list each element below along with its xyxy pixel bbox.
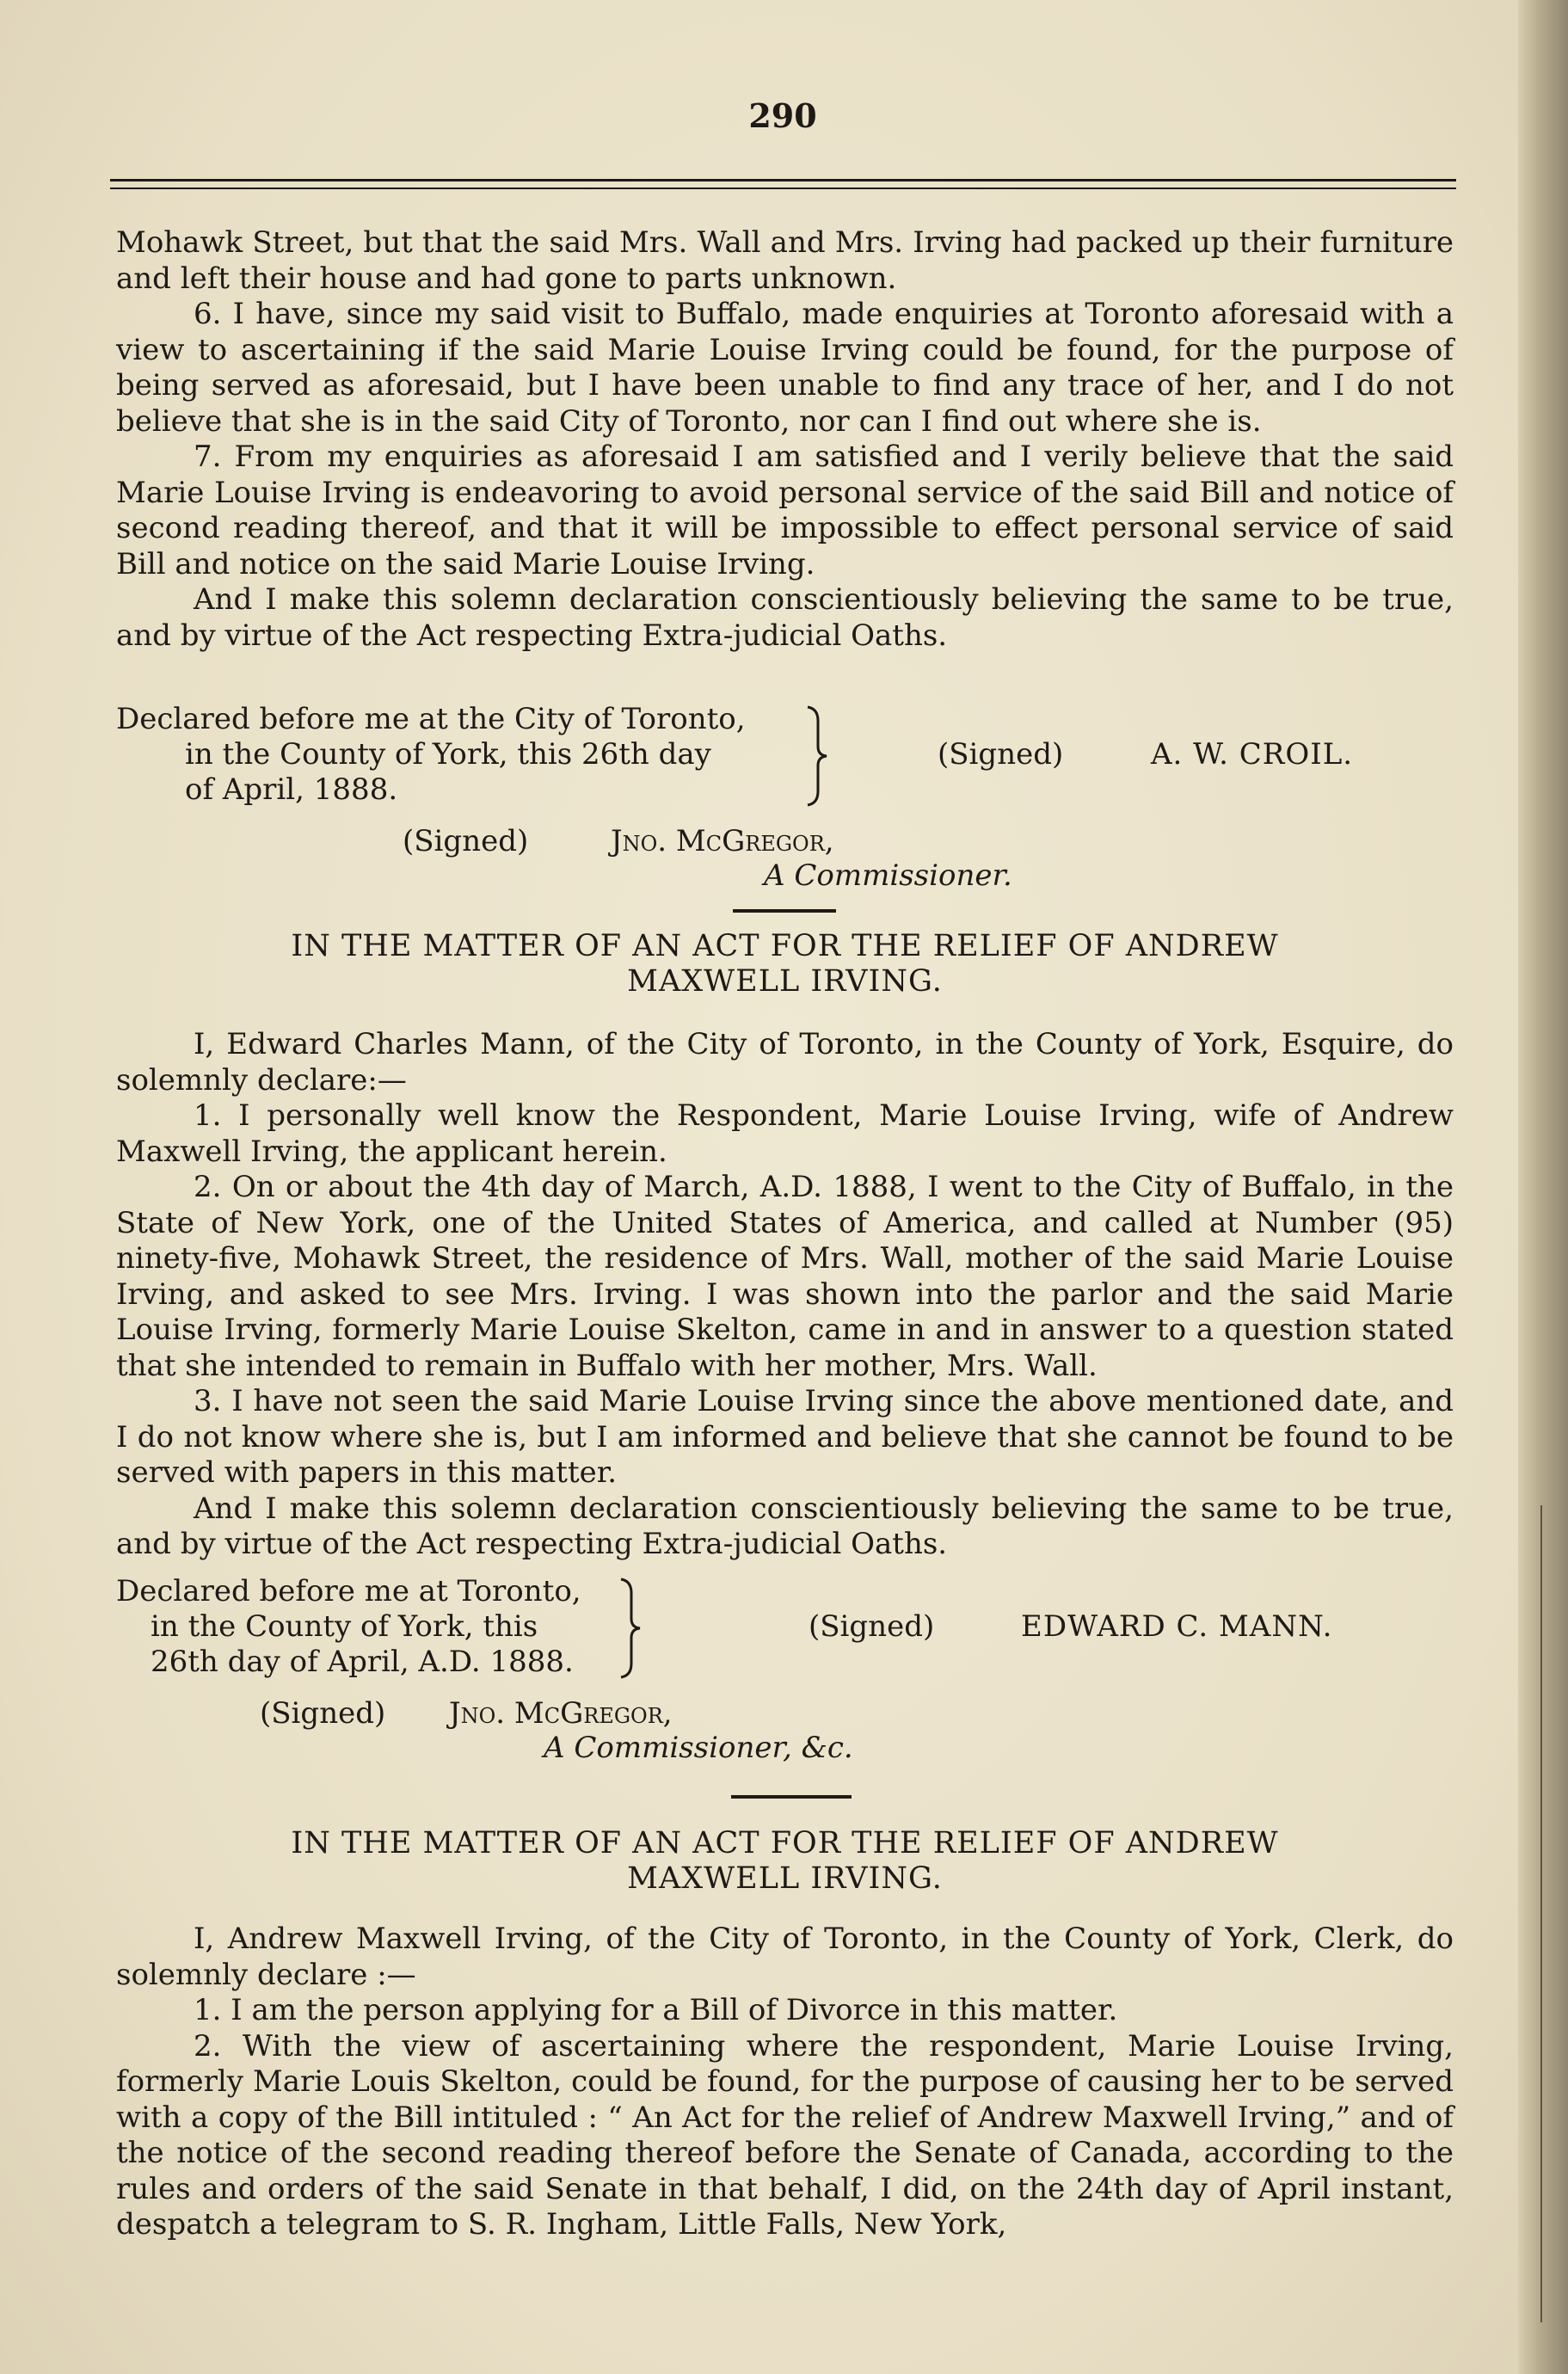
section2-body — [116, 1027, 1454, 1563]
brace — [804, 704, 830, 809]
heading-line: IN THE MATTER OF AN ACT FOR THE RELIEF OF ANDREW — [291, 929, 1279, 963]
intro-paragraph: I, Andrew Maxwell Irving, of the City of Toronto, in the County of York, Clerk, do solemnly declare :— — [116, 1922, 1454, 1992]
paragraph-6: 6. I have, since my said visit to Buffalo, made enquiries at Toronto aforesaid with a view to ascertaining if the said Marie Louise Irving could be found, for the purpose of being served as aforesaid, but I have been unable to find any trace of her, and I do not believe that she is in the said City of Toronto, nor can I find out where she is. — [116, 297, 1454, 439]
header-rule-double — [110, 188, 1456, 189]
section3-body — [116, 1922, 1454, 2243]
witness-name: Jno. McGregor, — [449, 1696, 673, 1731]
section3-heading — [116, 1826, 1454, 1897]
witness-title: A Commissioner, &c. — [544, 1731, 853, 1765]
brace — [618, 1576, 643, 1681]
paragraph-1: 1. I personally well know the Respondent, Marie Louise Irving, wife of Andrew Maxwell Irving, the applicant herein. — [116, 1098, 1454, 1169]
declaration-line: in the County of York, this — [151, 1609, 538, 1644]
witness-signed: (Signed) — [260, 1696, 386, 1731]
declaration-block-1 — [116, 702, 746, 808]
signed-label: (Signed) — [809, 1609, 935, 1644]
section-divider — [731, 1795, 852, 1799]
solemn-declaration: And I make this solemn declaration conscientiously believing the same to be true, and by virtue of the Act respecting Extra-judicial Oaths. — [116, 1491, 1454, 1561]
page-number: 290 — [748, 96, 817, 135]
section-divider — [733, 909, 836, 913]
declaration-block-2 — [116, 1574, 581, 1680]
page-binding-edge — [1518, 0, 1568, 2374]
paragraph-2: 2. On or about the 4th day of March, A.D. 1888, I went to the City of Buffalo, in the State of New York, one of the United States of America, and called at Number (95) ninety-five, Mohawk Street, the residence of Mrs. Wall, mother of the said Marie Louise Irving, and asked to see Mrs. Irving. I was shown into the parlor and the said Marie Louise Irving, formerly Marie Louise Skelton, came in and in answer to a question stated that she intended to remain in Buffalo with her mother, Mrs. Wall. — [116, 1170, 1454, 1383]
intro-paragraph: I, Edward Charles Mann, of the City of Toronto, in the County of York, Esquire, do solemnly declare:— — [116, 1027, 1454, 1098]
header-rule — [110, 179, 1456, 181]
witness-title: A Commissioner. — [764, 858, 1012, 893]
paragraph-continuation: Mohawk Street, but that the said Mrs. Wall and Mrs. Irving had packed up their furniture and left their house and had gone to parts unknown. — [116, 225, 1454, 296]
signer-name: A. W. CROIL. — [1151, 737, 1354, 772]
declaration-line: 26th day of April, A.D. 1888. — [151, 1645, 574, 1679]
witness-signed: (Signed) — [403, 824, 529, 858]
paragraph-7: 7. From my enquiries as aforesaid I am satisfied and I verily believe that the said Marie Louise Irving is endeavoring to avoid personal service of the said Bill and notice of second reading thereof, and that it will be impossible to effect personal service of said Bill and notice on the said Marie Louise Irving. — [116, 440, 1454, 581]
declaration-line: Declared before me at the City of Toronto, — [116, 702, 746, 736]
section2-heading — [116, 929, 1454, 999]
heading-line: IN THE MATTER OF AN ACT FOR THE RELIEF OF ANDREW — [291, 1826, 1279, 1860]
signed-label: (Signed) — [938, 737, 1064, 772]
heading-line: MAXWELL IRVING. — [627, 964, 943, 999]
heading-line: MAXWELL IRVING. — [627, 1861, 943, 1896]
declaration-line: of April, 1888. — [185, 772, 398, 807]
solemn-declaration: And I make this solemn declaration conscientiously believing the same to be true, and by virtue of the Act respecting Extra-judicial Oaths. — [116, 582, 1454, 653]
declaration-line: in the County of York, this 26th day — [185, 737, 711, 772]
section1-body — [116, 225, 1454, 654]
paragraph-2: 2. With the view of ascertaining where the respondent, Marie Louise Irving, formerly Marie Louis Skelton, could be found, for the purpose of causing her to be served with a copy of the Bill intituled : “ An Act for the relief of Andrew Maxwell Irving,” and of the notice of the second reading thereof before the Senate of Canada, according to the rules and orders of the said Senate in that behalf, I did, on the 24th day of April instant, despatch a telegram to S. R. Ingham, Little Falls, New York, — [116, 2028, 1454, 2242]
declaration-line: Declared before me at Toronto, — [116, 1574, 581, 1608]
paragraph-1: 1. I am the person applying for a Bill of Divorce in this matter. — [194, 1993, 1118, 2027]
witness-name: Jno. McGregor, — [611, 824, 834, 858]
signer-name: EDWARD C. MANN. — [1021, 1609, 1333, 1644]
paragraph-3: 3. I have not seen the said Marie Louise Irving since the above mentioned date, and I do not know where she is, but I am informed and believe that she cannot be found to be served with papers in this matter. — [116, 1384, 1454, 1490]
